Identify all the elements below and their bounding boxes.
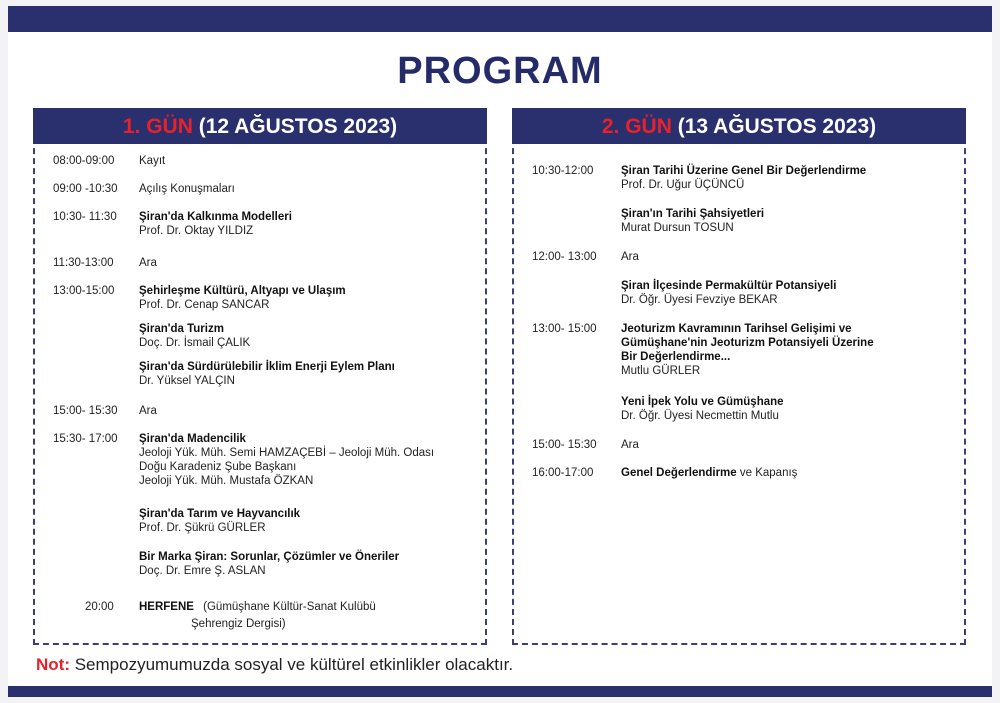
day2-item-2 — [621, 207, 941, 235]
day2-label: 2. GÜN — [601, 115, 672, 138]
note-label: Not: — [36, 655, 70, 674]
session-title: HERFENE — [139, 601, 194, 613]
speaker: Dr. Öğr. Üyesi Necmettin Mutlu — [621, 410, 779, 422]
session-title: Şiran'da Kalkınma Modelleri — [139, 211, 292, 223]
session-title: Şiran'ın Tarihi Şahsiyetleri — [621, 208, 765, 220]
day2-header — [512, 108, 966, 144]
time: 16:00-17:00 — [532, 467, 594, 479]
note-text: Sempozyumumuzda sosyal ve kültürel etkinlikler olacaktır. — [69, 655, 514, 674]
item-text: Ara — [621, 251, 639, 263]
speaker: Jeoloji Yük. Müh. Semi HAMZAÇEBİ – Jeoloji Müh. Odası — [139, 447, 435, 459]
page-title: PROGRAM — [397, 50, 603, 92]
time: 08:00-09:00 — [53, 155, 115, 167]
time: 15:30- 17:00 — [53, 433, 118, 445]
session-title: Yeni İpek Yolu ve Gümüşhane — [621, 396, 784, 408]
session-title: Jeoturizm Kavramının Tarihsel Gelişimi ve — [621, 323, 852, 335]
speaker: Dr. Yüksel YALÇIN — [139, 375, 235, 387]
day2-item-6 — [621, 395, 941, 423]
time: 20:00 — [85, 601, 114, 613]
session-title: Şiran'da Tarım ve Hayvancılık — [139, 508, 301, 520]
session-title: Şiran'da Turizm — [139, 323, 224, 335]
session-title: Şiran'da Sürdürülebilir İklim Enerji Eylem Planı — [139, 361, 395, 373]
speaker: Prof. Dr. Uğur ÜÇÜNCÜ — [621, 179, 745, 191]
session-title: Şehirleşme Kültürü, Altyapı ve Ulaşım — [139, 285, 346, 297]
time: 10:30- 11:30 — [53, 211, 117, 223]
day1-item-6 — [139, 322, 469, 350]
day1-column — [33, 108, 487, 645]
day1-date: (12 AĞUSTOS 2023) — [192, 115, 398, 138]
speaker: Doğu Karadeniz Şube Başkanı — [139, 461, 297, 473]
speaker: Doç. Dr. Emre Ş. ASLAN — [139, 565, 266, 577]
bottom-banner — [8, 686, 992, 697]
session-title: Şiran Tarihi Üzerine Genel Bir Değerlendirme — [621, 165, 867, 177]
top-banner — [8, 6, 992, 32]
day1-label: 1. GÜN — [122, 115, 193, 138]
session-title: Şiran'da Madencilik — [139, 433, 246, 445]
speaker: Jeoloji Yük. Müh. Mustafa ÖZKAN — [139, 475, 314, 487]
speaker: Doç. Dr. İsmail ÇALIK — [139, 337, 251, 349]
session-title-line-2: Gümüşhane'nin Jeoturizm Potansiyeli Üzerine — [621, 337, 874, 349]
speaker: Prof. Dr. Oktay YILDIZ — [139, 225, 254, 237]
speaker: Prof. Dr. Şükrü GÜRLER — [139, 522, 266, 534]
time: 13:00-15:00 — [53, 285, 115, 297]
session-title-line-3: Bir Değerlendirme... — [621, 351, 731, 363]
item-text: Ara — [139, 257, 157, 269]
item-text: (Gümüşhane Kültür-Sanat Kulübü — [203, 601, 376, 613]
time: 13:00- 15:00 — [532, 323, 597, 335]
time: 10:30-12:00 — [532, 165, 594, 177]
speaker: Dr. Öğr. Üyesi Fevziye BEKAR — [621, 294, 778, 306]
time: 11:30-13:00 — [53, 257, 114, 269]
day2-date: (13 AĞUSTOS 2023) — [671, 115, 877, 138]
item-text: Açılış Konuşmaları — [139, 183, 235, 195]
session-title: Şiran İlçesinde Permakültür Potansiyeli — [621, 280, 837, 292]
session-title: Genel Değerlendirme — [621, 467, 737, 479]
day1-item-11 — [139, 550, 469, 578]
day2-column — [512, 108, 966, 645]
speaker: Prof. Dr. Cenap SANCAR — [139, 299, 270, 311]
speaker: Murat Dursun TOSUN — [621, 222, 734, 234]
time: 15:00- 15:30 — [53, 405, 118, 417]
session-title: Bir Marka Şiran: Sorunlar, Çözümler ve Öneriler — [139, 551, 400, 563]
day1-item-10 — [139, 507, 469, 535]
footer-note — [36, 655, 513, 675]
day1-item-7 — [139, 360, 469, 388]
time: 12:00- 13:00 — [532, 251, 597, 263]
time: 15:00- 15:30 — [532, 439, 597, 451]
item-text: ve Kapanış — [736, 467, 798, 479]
item-text: Ara — [139, 405, 157, 417]
item-text: Ara — [621, 439, 639, 451]
day1-header — [33, 108, 487, 144]
time: 09:00 -10:30 — [53, 183, 118, 195]
day2-item-4 — [621, 279, 941, 307]
speaker: Şehrengiz Dergisi) — [191, 618, 286, 630]
item-text: Kayıt — [139, 155, 166, 167]
speaker: Mutlu GÜRLER — [621, 365, 701, 377]
